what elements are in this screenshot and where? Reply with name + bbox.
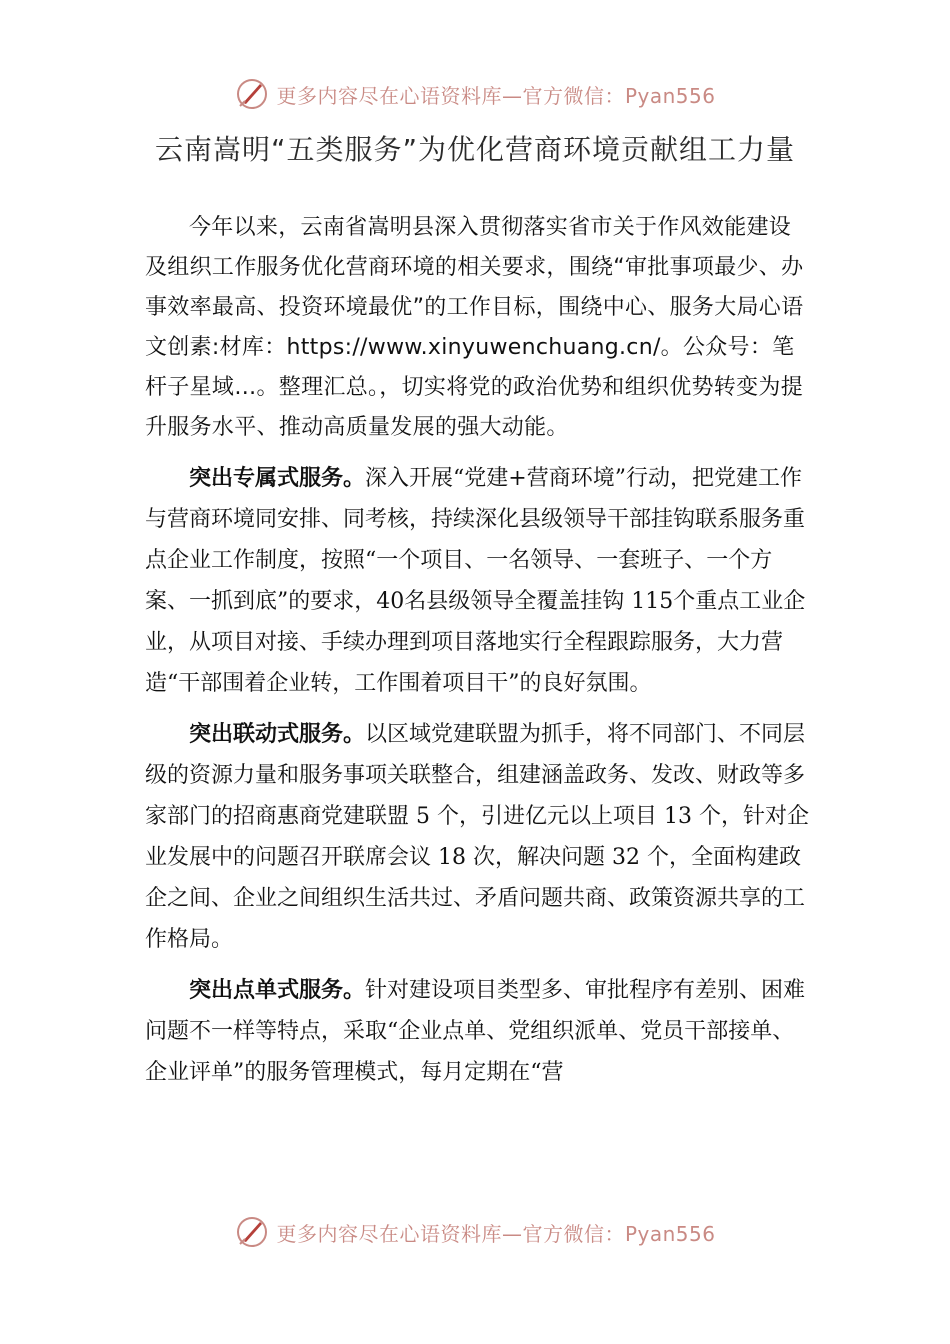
- footer-banner-text: 更多内容尽在心语资料库—官方微信：Pyan556: [276, 1221, 716, 1246]
- quill-pen-icon: [234, 1214, 270, 1250]
- article-body: [145, 208, 810, 1103]
- section-body: 深入开展“党建+营商环境”行动，把党建工作与营商环境同安排、同考核，持续深化县级领导干部挂钩联系服务重点企业工作制度，按照“一个项目、一名领导、一套班子、一个方案、一抓到底”的要求，40名县级领导全覆盖挂钩 115个重点工业企业，从项目对接、手续办理到项目落地实行全程跟踪服务，大力营造“干部围着企业转，工作围着项目干”的良好氛围。: [145, 466, 806, 696]
- footer-watermark-banner: [0, 1210, 950, 1254]
- intro-paragraph: 今年以来，云南省嵩明县深入贯彻落实省市关于作风效能建设及组织工作服务优化营商环境的相关要求，围绕“审批事项最少、办事效率最高、投资环境最优”的工作目标，围绕中心、服务大局心语文创素:材库：https://www.xinyuwenchuang.cn/。公众号：笔杆子星域…。整理汇总。，切实将党的政治优势和组织优势转变为提升服务水平、推动高质量发展的强大动能。: [145, 215, 804, 440]
- section-heading: 突出联动式服务。: [189, 722, 366, 747]
- header-watermark-banner: [0, 72, 950, 116]
- section-paragraph-linkage-service: [145, 714, 810, 960]
- article-title: 云南嵩明“五类服务”为优化营商环境贡献组工力量: [154, 133, 795, 166]
- section-heading: 突出点单式服务。: [189, 978, 366, 1003]
- section-heading: 突出专属式服务。: [189, 466, 366, 491]
- section-paragraph-exclusive-service: [145, 458, 810, 704]
- quill-pen-icon: [234, 76, 270, 112]
- section-body: 以区域党建联盟为抓手，将不同部门、不同层级的资源力量和服务事项关联整合，组建涵盖政务、发改、财政等多家部门的招商惠商党建联盟 5 个，引进亿元以上项目 13 个，针对企业发展中的问题召开联席会议 18 次，解决问题 32 个，全面构建政企之间、企业之间组织生活共过、矛盾问题共商、政策资源共享的工作格局。: [145, 722, 809, 952]
- section-body: 针对建设项目类型多、审批程序有差别、困难问题不一样等特点，采取“企业点单、党组织派单、党员干部接单、企业评单”的服务管理模式，每月定期在“营: [145, 978, 806, 1085]
- header-banner-text: 更多内容尽在心语资料库—官方微信：Pyan556: [276, 83, 716, 108]
- section-paragraph-order-service: [145, 970, 810, 1093]
